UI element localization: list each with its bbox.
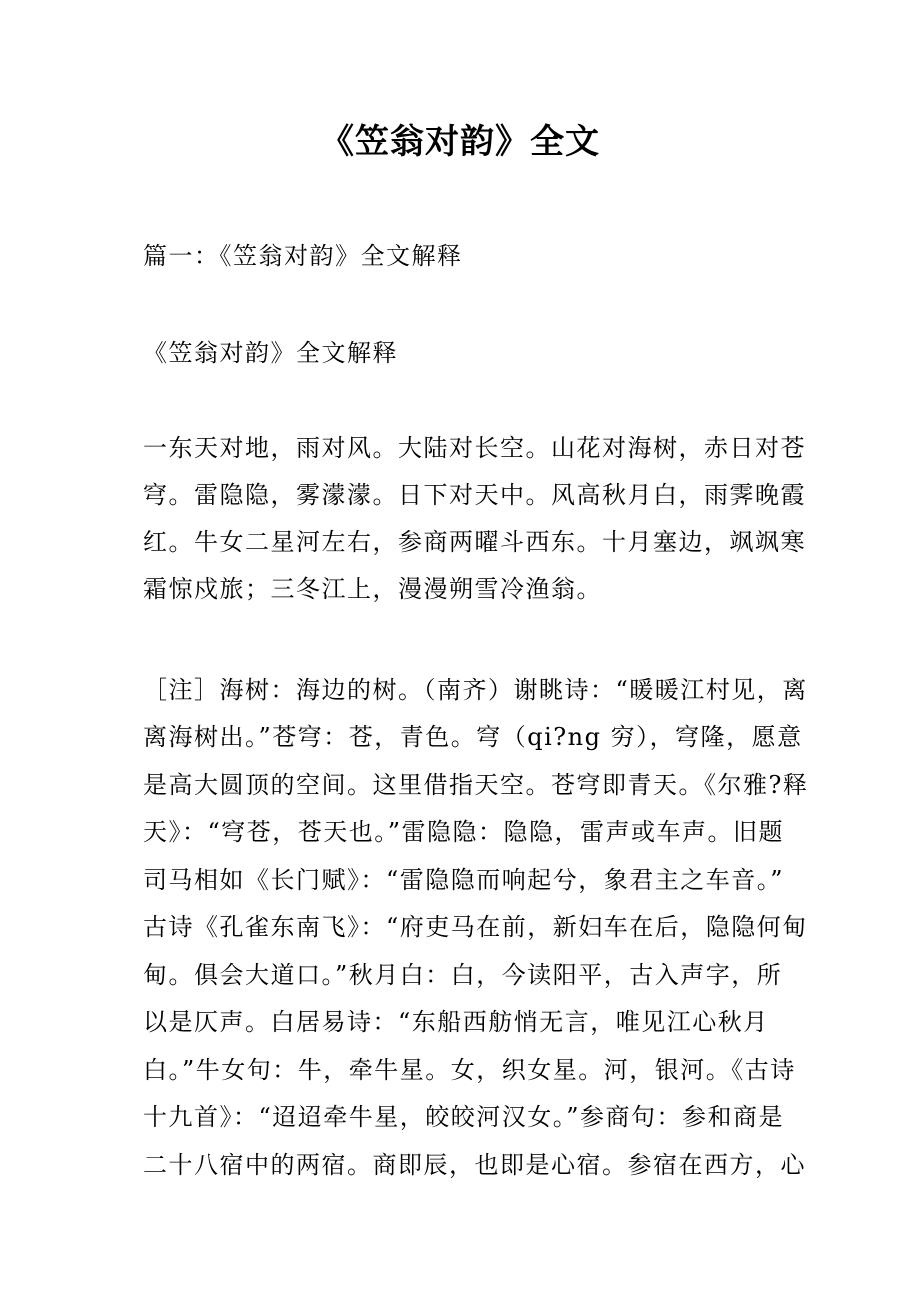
- note-line: 以是仄声。白居易诗：“东船西舫悄无言，唯见江心秋月: [143, 1008, 769, 1036]
- verse-line: 红。牛女二星河左右，参商两曜斗西东。十月塞边，飒飒寒: [143, 528, 806, 556]
- subtitle: 《笠翁对韵》全文解释: [143, 339, 398, 367]
- document-title: 《笠翁对韵》全文: [320, 122, 600, 162]
- note-line: 是高大圆顶的空间。这里借指天空。苍穹即青天。《尔雅?释: [143, 771, 809, 799]
- note-line: 司马相如《长门赋》：“雷隐隐而响起兮，象君主之车音。”: [143, 866, 785, 894]
- note-line: 古诗《孔雀东南飞》：“府吏马在前，新妇车在后，隐隐何甸: [143, 913, 808, 941]
- section-heading: 篇一：《笠翁对韵》全文解释: [143, 242, 463, 270]
- note-line: 天》：“穹苍，苍天也。”雷隐隐：隐隐，雷声或车声。旧题: [143, 818, 785, 846]
- note-line: 二十八宿中的两宿。商即辰，也即是心宿。参宿在西方，心: [143, 1151, 806, 1179]
- note-line: ［注］海树：海边的树。（南齐）谢眺诗：“暖暖江村见，离: [143, 676, 808, 704]
- verse-line: 一东天对地，雨对风。大陆对长空。山花对海树，赤日对苍: [143, 434, 806, 462]
- note-line: 白。”牛女句：牛，牵牛星。女，织女星。河，银河。《古诗: [143, 1056, 796, 1084]
- note-line: 甸。俱会大道口。”秋月白：白，今读阳平，古入声字，所: [143, 961, 783, 989]
- note-line: 离海树出。”苍穹：苍，青色。穹（qi?ng 穷），穹隆，愿意: [143, 723, 803, 751]
- verse-line: 穹。雷隐隐，雾濛濛。日下对天中。风高秋月白，雨霁晚霞: [143, 481, 806, 509]
- note-line: 十九首》：“迢迢牵牛星，皎皎河汉女。”参商句：参和商是: [143, 1103, 785, 1131]
- verse-line: 霜惊戍旅；三冬江上，漫漫朔雪冷渔翁。: [143, 575, 602, 603]
